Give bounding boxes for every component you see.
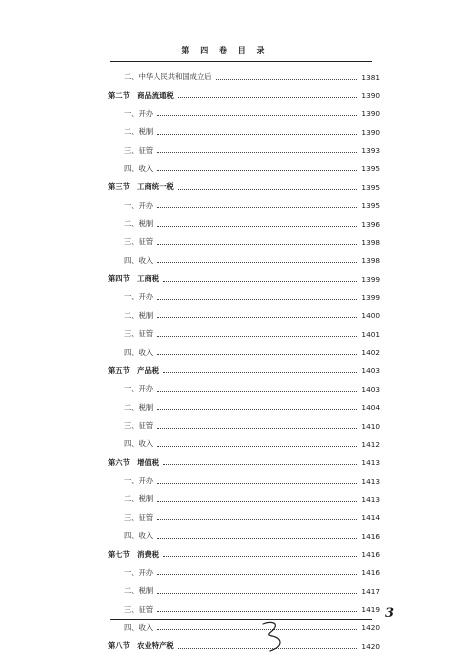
- toc-subsection-entry: [108, 509, 380, 527]
- toc-subsection-entry: [108, 582, 380, 600]
- toc-entry-page: 1410: [361, 421, 380, 431]
- toc-entry-label: 第六节 增值税: [108, 457, 160, 467]
- toc-entry-label: 二、税制: [124, 586, 154, 596]
- toc-entry-page: 1399: [361, 292, 380, 302]
- toc-entry-page: 1414: [361, 513, 380, 523]
- toc-entry-label: 第二节 商品流通税: [108, 90, 174, 100]
- dot-leader: [157, 299, 357, 300]
- toc-entry-page: 1416: [361, 550, 380, 560]
- dot-leader: [157, 446, 357, 447]
- dot-leader: [157, 483, 357, 484]
- toc-entry-page: 1413: [361, 458, 380, 468]
- toc-subsection-entry: [108, 252, 380, 270]
- toc-entry-page: 1396: [361, 219, 380, 229]
- toc-subsection-entry: [108, 215, 380, 233]
- toc-section-entry: [108, 178, 380, 196]
- toc-entry-page: 1395: [361, 201, 380, 211]
- toc-subsection-entry: [108, 233, 380, 251]
- toc-entry-label: 一、开办: [124, 200, 154, 210]
- dot-leader: [157, 226, 357, 227]
- dot-leader: [157, 170, 357, 171]
- toc-entry-label: 二、中华人民共和国成立后: [124, 72, 212, 82]
- toc-section-entry: [108, 454, 380, 472]
- toc-subsection-entry: [108, 105, 380, 123]
- toc-entry-page: 1390: [361, 91, 380, 101]
- toc-entry-page: 1413: [361, 494, 380, 504]
- toc-entry-page: 1393: [361, 146, 380, 156]
- toc-subsection-entry: [108, 288, 380, 306]
- toc-entry-page: 1400: [361, 311, 380, 321]
- toc-entry-page: 1403: [361, 384, 380, 394]
- dot-leader: [178, 189, 358, 190]
- toc-entry-page: 1402: [361, 348, 380, 358]
- toc-entry-label: 四、收入: [124, 531, 154, 541]
- toc-section-entry: [108, 637, 380, 655]
- toc-entry-page: 1398: [361, 237, 380, 247]
- toc-subsection-entry: [108, 160, 380, 178]
- toc-entry-page: 1395: [361, 164, 380, 174]
- toc-entry-label: 四、收入: [124, 439, 154, 449]
- dot-leader: [163, 281, 357, 282]
- dot-leader: [157, 409, 357, 410]
- toc-subsection-entry: [108, 123, 380, 141]
- toc-subsection-entry: [108, 307, 380, 325]
- toc-subsection-entry: [108, 197, 380, 215]
- table-of-contents: [108, 68, 380, 656]
- toc-entry-page: 1416: [361, 568, 380, 578]
- toc-entry-label: 第七节 消费税: [108, 549, 160, 559]
- toc-entry-label: 三、征管: [124, 237, 154, 247]
- toc-entry-page: 1404: [361, 403, 380, 413]
- toc-subsection-entry: [108, 564, 380, 582]
- toc-entry-label: 一、开办: [124, 108, 154, 118]
- toc-entry-page: 1401: [361, 329, 380, 339]
- toc-entry-page: 1403: [361, 366, 380, 376]
- dot-leader: [157, 134, 357, 135]
- dot-leader: [157, 244, 357, 245]
- header-rule: [110, 61, 372, 62]
- dot-leader: [157, 391, 357, 392]
- toc-subsection-entry: [108, 380, 380, 398]
- toc-entry-label: 二、税制: [124, 127, 154, 137]
- toc-entry-label: 第八节 农业特产税: [108, 641, 174, 651]
- toc-entry-label: 一、开办: [124, 567, 154, 577]
- dot-leader: [157, 336, 357, 337]
- toc-subsection-entry: [108, 325, 380, 343]
- toc-entry-page: 1390: [361, 109, 380, 119]
- toc-section-entry: [108, 86, 380, 104]
- toc-entry-page: 1417: [361, 586, 380, 596]
- toc-entry-page: 1420: [361, 641, 380, 651]
- toc-entry-label: 二、税制: [124, 494, 154, 504]
- dot-leader: [157, 152, 357, 153]
- toc-entry-label: 一、开办: [124, 292, 154, 302]
- toc-entry-label: 三、征管: [124, 421, 154, 430]
- toc-entry-page: 1399: [361, 274, 380, 284]
- toc-entry-page: 1412: [361, 439, 380, 449]
- toc-entry-page: 1416: [361, 531, 380, 541]
- toc-entry-page: 1420: [361, 623, 380, 633]
- dot-leader: [157, 574, 357, 575]
- toc-entry-page: 1395: [361, 182, 380, 192]
- toc-subsection-entry: [108, 435, 380, 453]
- dot-leader: [216, 79, 358, 80]
- toc-entry-label: 一、开办: [124, 476, 154, 486]
- toc-section-entry: [108, 545, 380, 563]
- dot-leader: [157, 519, 357, 520]
- toc-subsection-entry: [108, 527, 380, 545]
- toc-subsection-entry: [108, 343, 380, 361]
- toc-subsection-entry: [108, 619, 380, 637]
- toc-entry-page: 1381: [361, 72, 380, 82]
- dot-leader: [157, 317, 357, 318]
- dot-leader: [157, 262, 357, 263]
- toc-entry-page: 1398: [361, 256, 380, 266]
- toc-entry-label: 三、征管: [124, 145, 154, 155]
- footer-rule: [110, 619, 372, 620]
- toc-entry-page: 1413: [361, 476, 380, 486]
- dot-leader: [157, 207, 357, 208]
- toc-entry-label: 二、税制: [124, 402, 154, 412]
- toc-entry-label: 四、收入: [124, 255, 154, 265]
- toc-entry-label: 四、收入: [124, 163, 154, 173]
- dot-leader: [157, 538, 357, 539]
- toc-section-entry: [108, 270, 380, 288]
- toc-entry-label: 二、税制: [124, 219, 154, 229]
- dot-leader: [157, 501, 357, 502]
- toc-entry-label: 二、税制: [124, 310, 154, 320]
- toc-entry-label: 四、收入: [124, 347, 154, 357]
- toc-entry-label: 三、征管: [124, 512, 154, 522]
- page-number: 3: [385, 606, 395, 621]
- toc-entry-page: 1419: [361, 605, 380, 615]
- dot-leader: [157, 115, 357, 116]
- dot-leader: [157, 428, 357, 429]
- toc-entry-label: 四、收入: [124, 622, 154, 632]
- toc-entry-label: 第三节 工商统一税: [108, 182, 174, 192]
- toc-entry-label: 第四节 工商税: [108, 274, 160, 284]
- toc-entry-label: 第五节 产品税: [108, 365, 160, 375]
- toc-section-entry: [108, 362, 380, 380]
- toc-subsection-entry: [108, 600, 380, 618]
- toc-entry-label: 一、开办: [124, 384, 154, 394]
- dot-leader: [178, 97, 358, 98]
- dot-leader: [163, 464, 357, 465]
- toc-subsection-entry: [108, 472, 380, 490]
- dot-leader: [163, 556, 357, 557]
- dot-leader: [157, 611, 357, 612]
- dot-leader: [163, 372, 357, 373]
- toc-subsection-entry: [108, 398, 380, 416]
- handwritten-mark-icon: [258, 620, 288, 654]
- toc-subsection-entry: [108, 417, 380, 435]
- toc-entry-label: 三、征管: [124, 604, 154, 614]
- toc-subsection-entry: [108, 490, 380, 508]
- toc-entry-label: 三、征管: [124, 329, 154, 339]
- toc-entry-page: 1390: [361, 127, 380, 137]
- dot-leader: [157, 354, 357, 355]
- dot-leader: [157, 593, 357, 594]
- running-header: 第 四 卷 目 录: [181, 46, 269, 55]
- toc-subsection-entry: [108, 68, 380, 86]
- toc-subsection-entry: [108, 141, 380, 159]
